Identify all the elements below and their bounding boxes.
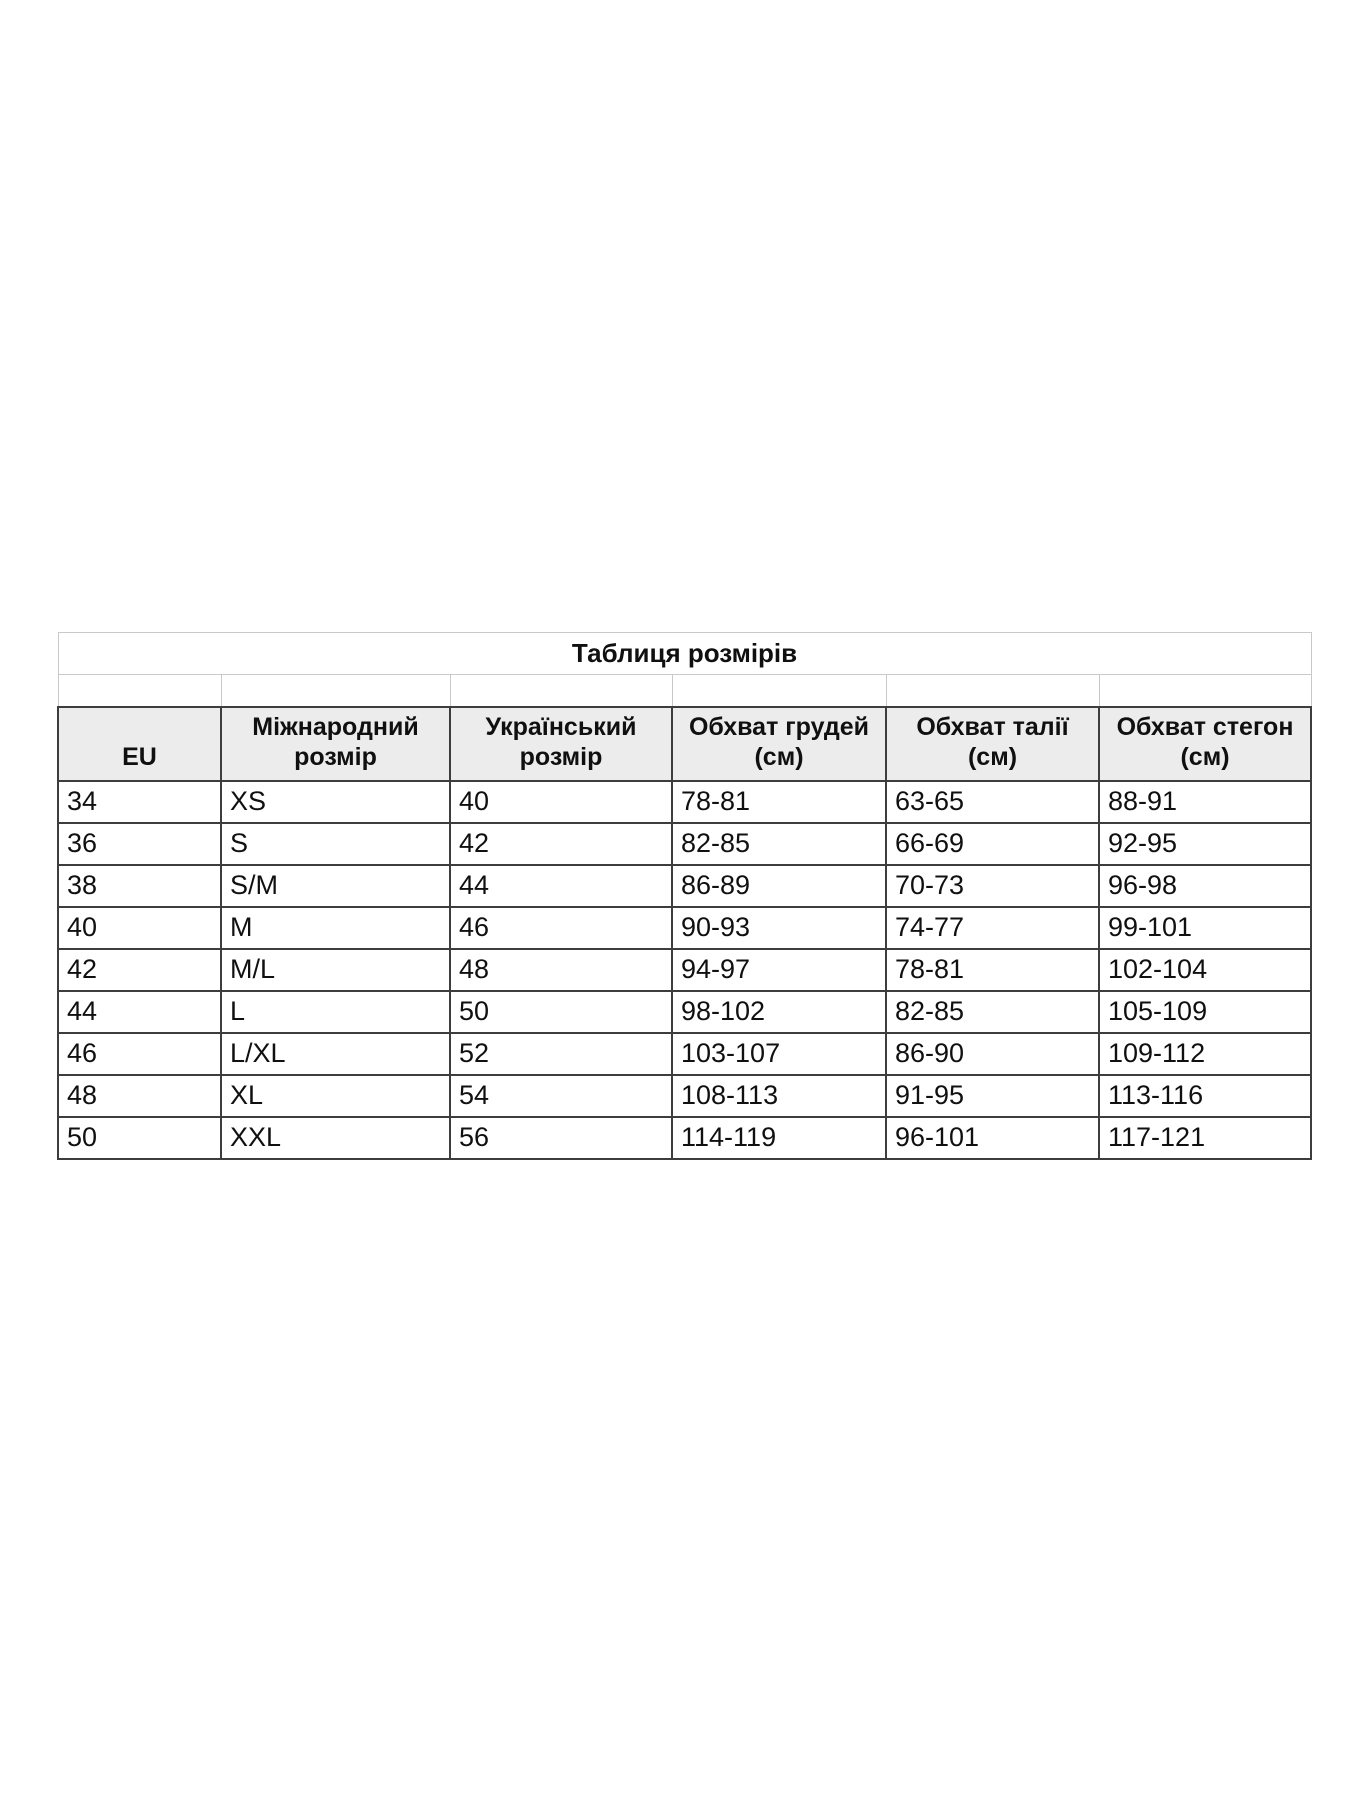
table-cell: 52: [450, 1033, 672, 1075]
table-cell: 82-85: [886, 991, 1099, 1033]
table-cell: 63-65: [886, 781, 1099, 823]
table-cell: 46: [58, 1033, 221, 1075]
table-row: [58, 949, 1311, 991]
table-cell: 50: [450, 991, 672, 1033]
spacer-cell: [450, 675, 672, 707]
table-cell: 54: [450, 1075, 672, 1117]
table-cell: 34: [58, 781, 221, 823]
column-header-hips: Обхват стегон (см): [1099, 707, 1311, 781]
table-row: [58, 1033, 1311, 1075]
table-title-row: [58, 633, 1311, 675]
table-cell: 113-116: [1099, 1075, 1311, 1117]
table-cell: 103-107: [672, 1033, 886, 1075]
table-cell: M: [221, 907, 450, 949]
table-cell: 82-85: [672, 823, 886, 865]
table-row: [58, 823, 1311, 865]
spacer-cell: [221, 675, 450, 707]
table-cell: 70-73: [886, 865, 1099, 907]
table-cell: 40: [58, 907, 221, 949]
table-cell: 102-104: [1099, 949, 1311, 991]
table-cell: 86-90: [886, 1033, 1099, 1075]
table-row: [58, 1117, 1311, 1159]
spacer-cell: [1099, 675, 1311, 707]
table-cell: 56: [450, 1117, 672, 1159]
table-cell: S/M: [221, 865, 450, 907]
column-header-ukrainian-size: Український розмір: [450, 707, 672, 781]
table-row: [58, 1075, 1311, 1117]
table-cell: 96-101: [886, 1117, 1099, 1159]
column-header-eu: EU: [58, 707, 221, 781]
table-cell: 42: [58, 949, 221, 991]
table-cell: 78-81: [886, 949, 1099, 991]
table-cell: XS: [221, 781, 450, 823]
size-table: [57, 632, 1312, 1160]
table-cell: S: [221, 823, 450, 865]
spacer-cell: [886, 675, 1099, 707]
table-cell: 48: [450, 949, 672, 991]
column-header-chest: Обхват грудей (см): [672, 707, 886, 781]
table-cell: 105-109: [1099, 991, 1311, 1033]
table-row: [58, 991, 1311, 1033]
table-cell: L/XL: [221, 1033, 450, 1075]
table-cell: 66-69: [886, 823, 1099, 865]
table-cell: 117-121: [1099, 1117, 1311, 1159]
table-cell: 40: [450, 781, 672, 823]
table-cell: 48: [58, 1075, 221, 1117]
spacer-cell: [58, 675, 221, 707]
table-cell: 42: [450, 823, 672, 865]
table-cell: 44: [58, 991, 221, 1033]
table-cell: 96-98: [1099, 865, 1311, 907]
table-cell: XL: [221, 1075, 450, 1117]
table-cell: 86-89: [672, 865, 886, 907]
table-row: [58, 907, 1311, 949]
table-cell: 36: [58, 823, 221, 865]
table-cell: 78-81: [672, 781, 886, 823]
spacer-cell: [672, 675, 886, 707]
table-cell: 50: [58, 1117, 221, 1159]
table-cell: 44: [450, 865, 672, 907]
column-header-waist: Обхват талії (см): [886, 707, 1099, 781]
table-cell: 92-95: [1099, 823, 1311, 865]
table-cell: 74-77: [886, 907, 1099, 949]
table-cell: 38: [58, 865, 221, 907]
header-row: [58, 707, 1311, 781]
table-cell: 88-91: [1099, 781, 1311, 823]
table-title: Таблиця розмірів: [58, 633, 1311, 675]
column-header-international-size: Міжнародний розмір: [221, 707, 450, 781]
table-cell: 94-97: [672, 949, 886, 991]
table-cell: 114-119: [672, 1117, 886, 1159]
table-cell: L: [221, 991, 450, 1033]
table-cell: XXL: [221, 1117, 450, 1159]
table-cell: 109-112: [1099, 1033, 1311, 1075]
table-cell: 46: [450, 907, 672, 949]
table-cell: 91-95: [886, 1075, 1099, 1117]
table-cell: 108-113: [672, 1075, 886, 1117]
table-cell: 98-102: [672, 991, 886, 1033]
table-cell: 99-101: [1099, 907, 1311, 949]
table-row: [58, 865, 1311, 907]
table-row: [58, 781, 1311, 823]
spacer-row: [58, 675, 1311, 707]
table-cell: M/L: [221, 949, 450, 991]
table-cell: 90-93: [672, 907, 886, 949]
